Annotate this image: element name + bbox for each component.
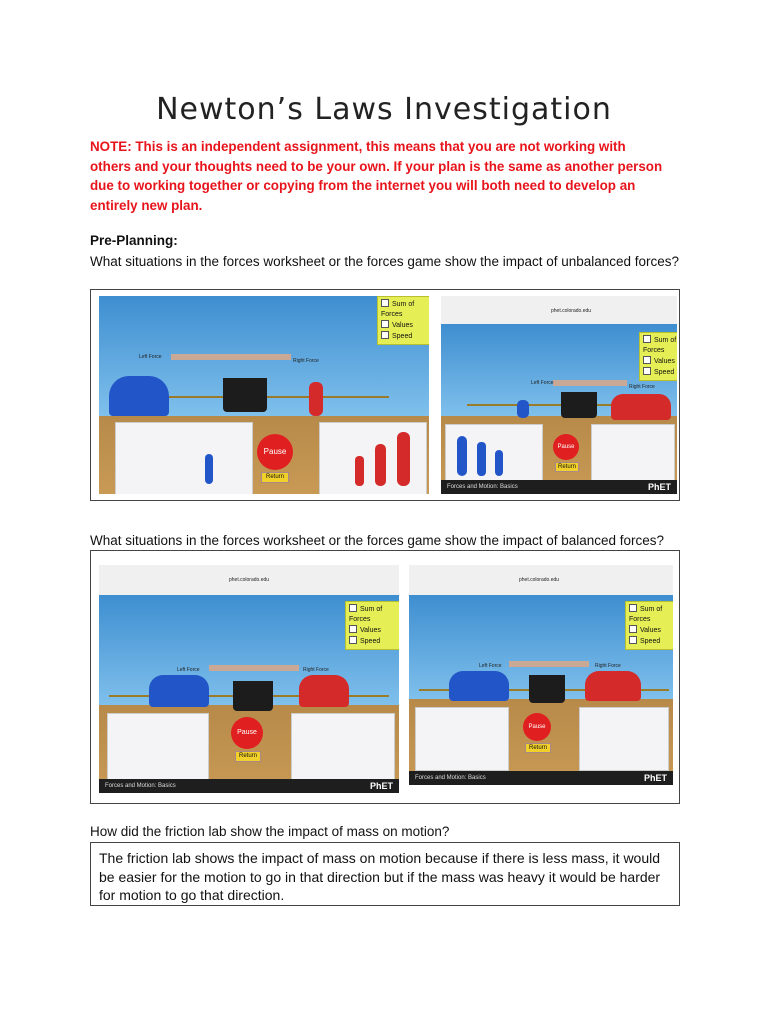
- sim-footer: Forces and Motion: Basics PhET: [99, 779, 399, 793]
- red-figure-medium: [375, 444, 386, 486]
- red-figure-small: [355, 456, 364, 486]
- return-button[interactable]: Return: [261, 472, 289, 483]
- right-force-label: Right Force: [629, 384, 655, 390]
- balanced-screenshots: [90, 550, 680, 804]
- sum-of-forces-option: Sum of Forces: [643, 335, 677, 356]
- values-option: Values: [643, 356, 677, 367]
- sim-screenshot-left: [99, 565, 399, 793]
- pause-button[interactable]: Pause: [257, 434, 293, 470]
- question-friction: How did the friction lab show the impact of mass on motion?: [90, 824, 450, 839]
- note-paragraph: NOTE: This is an independent assignment, this means that you are not working with others and your thoughts need to be your own. If your plan is the same as another person due to working together or copying from the internet you will both need to develop an entirely new plan.: [90, 139, 663, 213]
- cart: [529, 675, 565, 703]
- red-figure-large: [397, 432, 410, 486]
- force-arrow: [171, 354, 291, 360]
- phet-logo: PhET: [643, 773, 667, 783]
- sim-footer: Forces and Motion: Basics PhET: [441, 480, 677, 494]
- left-force-label: Left Force: [177, 667, 200, 673]
- options-panel: [377, 296, 429, 345]
- blue-team-box: [107, 713, 209, 781]
- values-option: Values: [349, 625, 397, 636]
- speed-option: Speed: [629, 636, 673, 647]
- return-button[interactable]: Return: [235, 751, 261, 762]
- left-force-label: Left Force: [479, 663, 502, 669]
- values-option: Values: [381, 320, 429, 331]
- cart: [223, 378, 267, 412]
- blue-figure-medium: [477, 442, 486, 476]
- pause-button[interactable]: Pause: [553, 434, 579, 460]
- values-option: Values: [629, 625, 673, 636]
- left-force-label: Left Force: [139, 354, 162, 360]
- left-force-label: Left Force: [531, 380, 554, 386]
- speed-option: Speed: [643, 367, 677, 378]
- options-panel: [345, 601, 399, 650]
- pre-planning-heading: Pre-Planning:: [90, 233, 178, 248]
- cart: [561, 392, 597, 418]
- blue-figure-small: [495, 450, 503, 476]
- return-button[interactable]: Return: [525, 743, 551, 753]
- browser-bar: phet.colorado.edu: [441, 296, 677, 325]
- right-force-label: Right Force: [303, 667, 329, 673]
- answer-box: The friction lab shows the impact of mass on motion because if there is less mass, it would be easier for the motion to go in that direction but if the mass was heavy it would be harder for motion to go that direction.: [90, 842, 680, 906]
- sim-screenshot-right: [409, 565, 673, 785]
- force-arrow: [553, 380, 627, 386]
- sim-footer: Forces and Motion: Basics PhET: [409, 771, 673, 785]
- return-button[interactable]: Return: [555, 462, 579, 472]
- right-force-label: Right Force: [293, 358, 319, 364]
- red-team-box: [291, 713, 395, 781]
- red-pullers: [585, 671, 641, 701]
- red-team-box: [591, 424, 675, 486]
- phet-logo: PhET: [369, 781, 393, 791]
- speed-option: Speed: [349, 636, 397, 647]
- sim-screenshot-right: [441, 296, 677, 494]
- cart: [233, 681, 273, 711]
- red-pullers: [299, 675, 349, 707]
- question-unbalanced: What situations in the forces worksheet or the forces game show the impact of unbalanced forces?: [90, 254, 680, 269]
- blue-team-box: [115, 422, 253, 494]
- red-pullers: [611, 394, 671, 420]
- blue-puller: [517, 400, 529, 418]
- sim-screenshot-left: [99, 296, 429, 494]
- red-puller: [309, 382, 323, 416]
- red-team-box: [579, 707, 669, 771]
- pause-button[interactable]: Pause: [523, 713, 551, 741]
- options-panel: [639, 332, 677, 381]
- phet-logo: PhET: [647, 482, 671, 492]
- unbalanced-screenshots: [90, 289, 680, 501]
- sum-of-forces-option: Sum of Forces: [381, 299, 429, 320]
- page-title: Newton’s Laws Investigation: [156, 92, 612, 127]
- browser-bar: phet.colorado.edu: [409, 565, 673, 596]
- blue-figure: [205, 454, 213, 484]
- pause-button[interactable]: Pause: [231, 717, 263, 749]
- speed-option: Speed: [381, 331, 429, 342]
- blue-pullers: [149, 675, 209, 707]
- browser-bar: phet.colorado.edu: [99, 565, 399, 596]
- blue-pullers: [109, 376, 169, 416]
- blue-figure-large: [457, 436, 467, 476]
- force-arrow: [509, 661, 589, 667]
- sum-of-forces-option: Sum of Forces: [629, 604, 673, 625]
- sum-of-forces-option: Sum of Forces: [349, 604, 397, 625]
- right-force-label: Right Force: [595, 663, 621, 669]
- question-balanced: What situations in the forces worksheet or the forces game show the impact of balanced forces?: [90, 533, 665, 548]
- options-panel: [625, 601, 673, 650]
- blue-team-box: [415, 707, 509, 771]
- blue-pullers: [449, 671, 509, 701]
- red-team-box: [319, 422, 427, 494]
- force-arrow: [209, 665, 299, 671]
